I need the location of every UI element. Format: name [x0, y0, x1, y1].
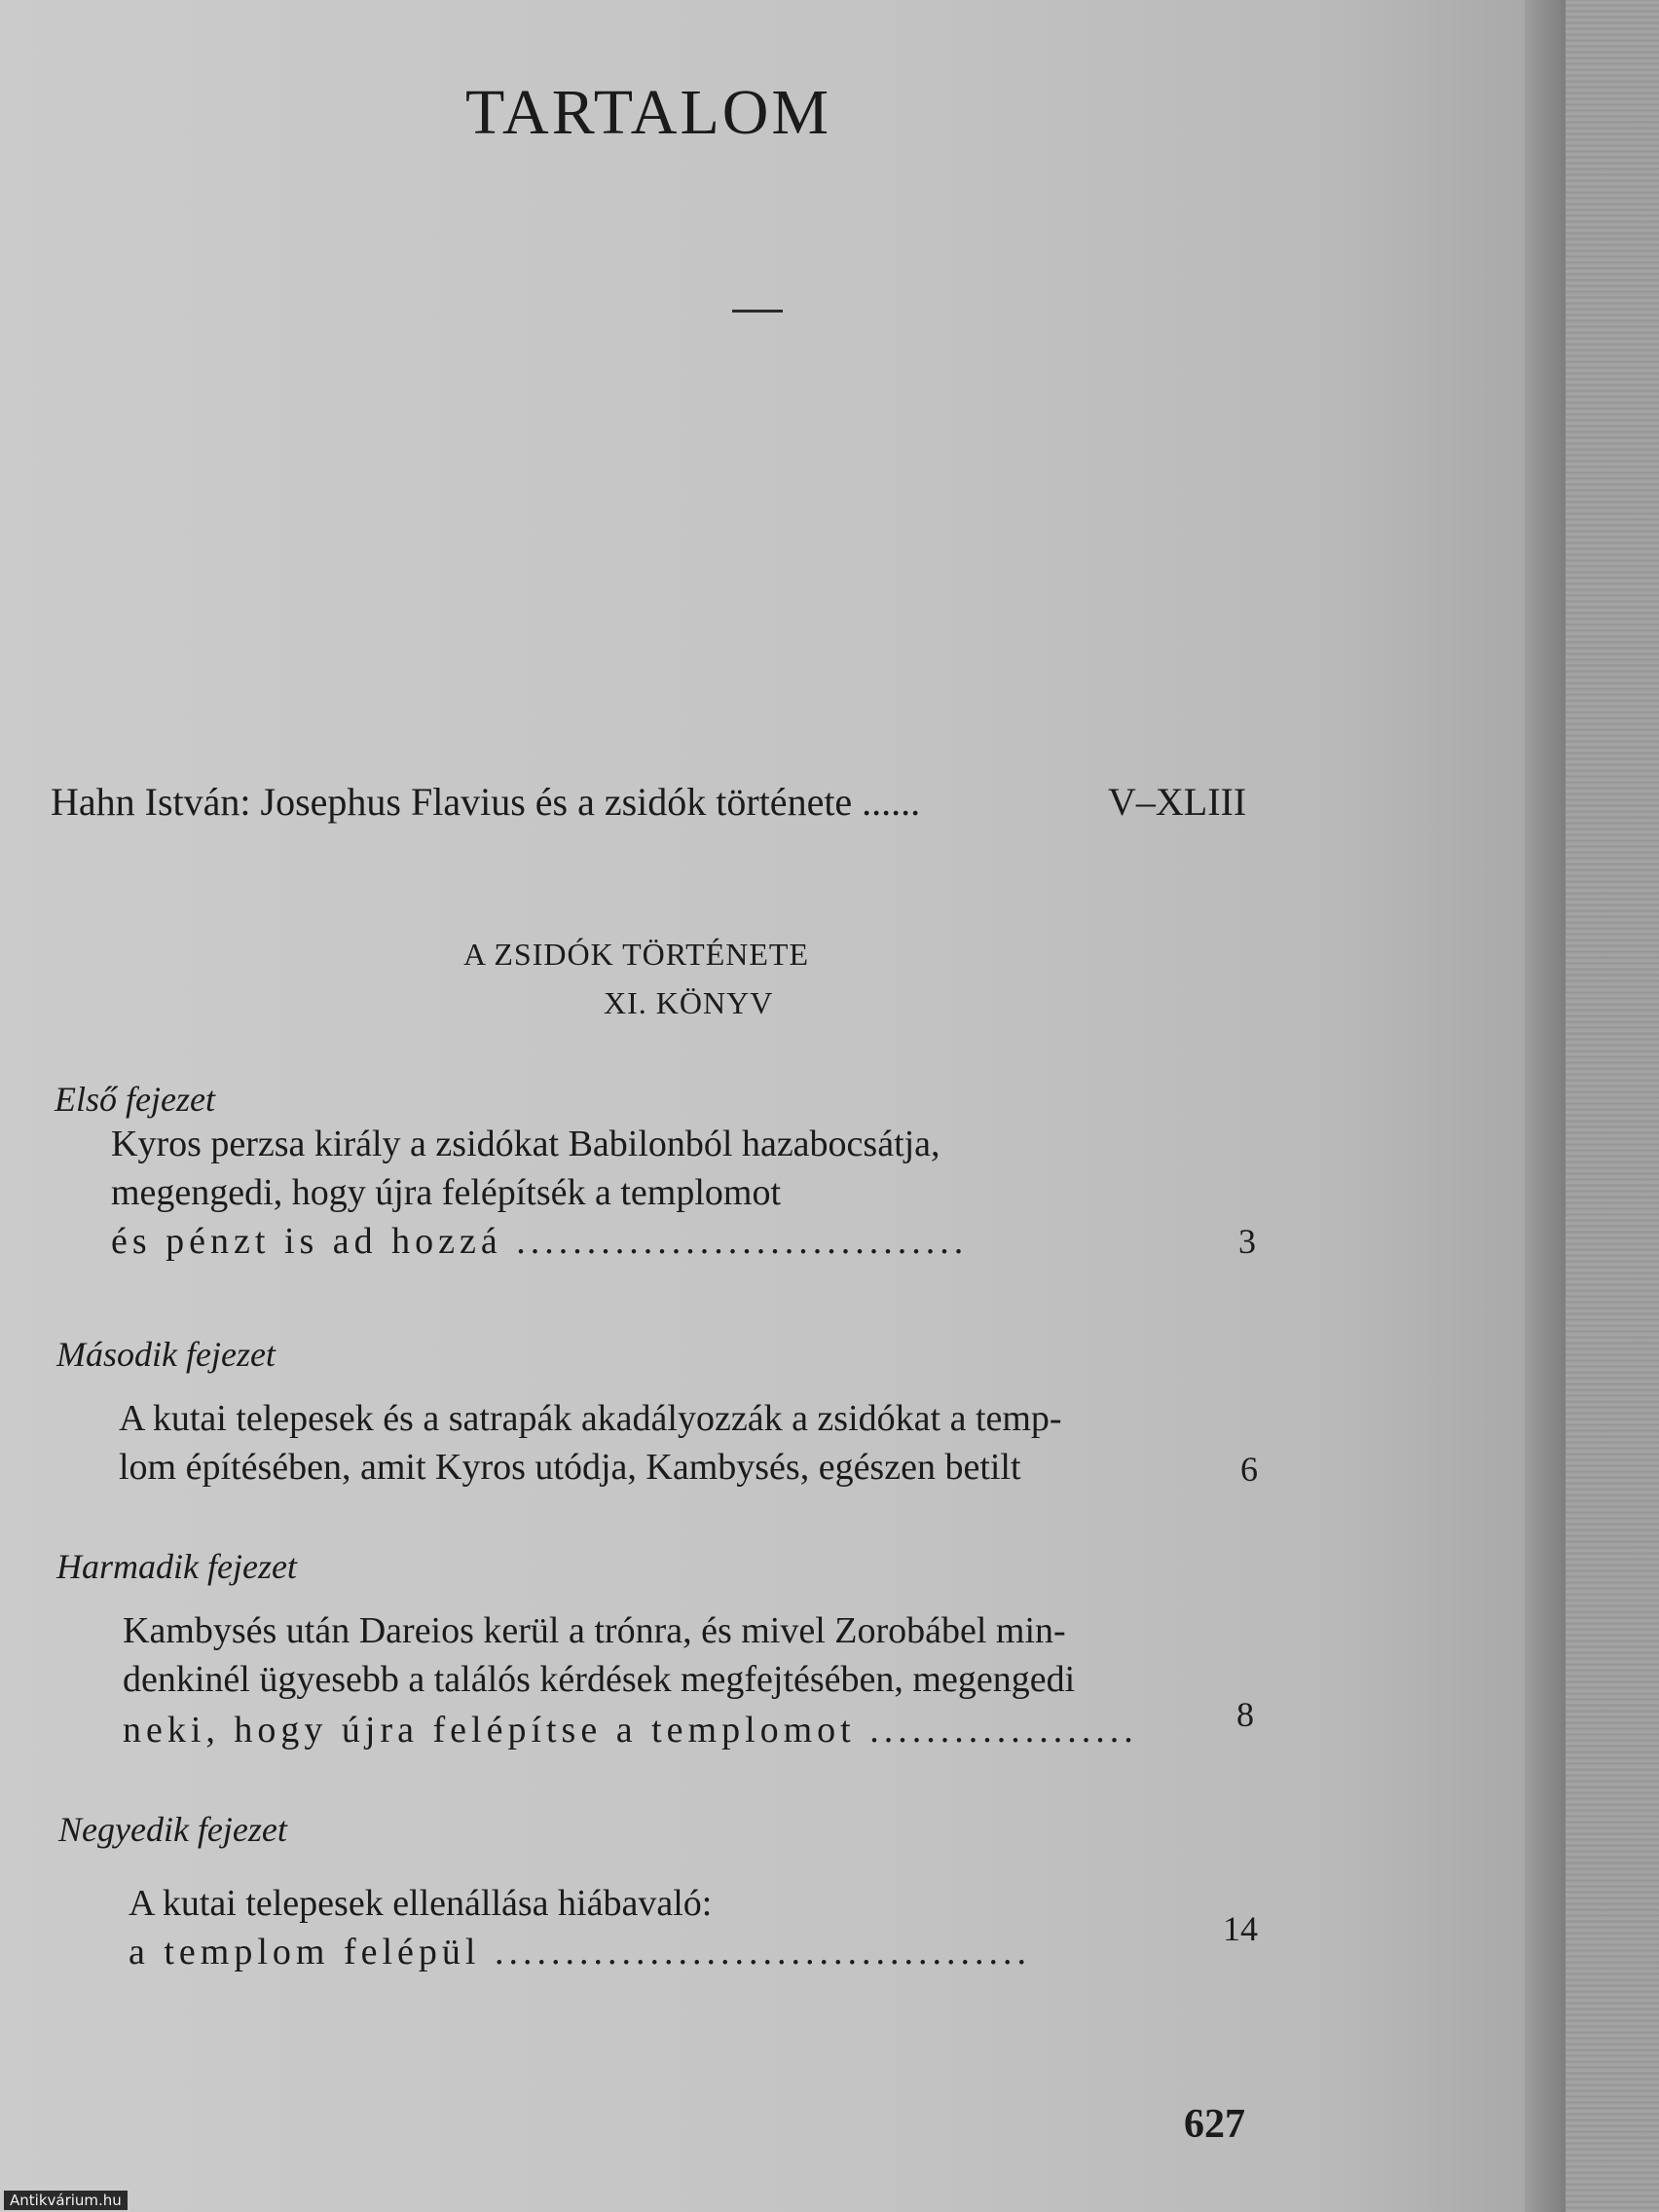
watermark-credit: Antikvárium.hu [4, 2191, 128, 2210]
chapter-heading: Negyedik fejezet [58, 1810, 287, 1849]
intro-page-range: V–XLIII [1108, 780, 1247, 824]
chapter-line: lom építésében, amit Kyros utódja, Kambysés, egészen betilt [119, 1447, 1021, 1488]
chapter-line: A kutai telepesek és a satrapák akadályozzák a zsidókat a temp- [119, 1398, 1062, 1439]
chapter-line: denkinél ügyesebb a találós kérdések megfejtésében, megengedi [123, 1659, 1076, 1700]
book-title: A ZSIDÓK TÖRTÉNETE [463, 937, 810, 972]
chapter-line: a templom felépül ...................................... [129, 1932, 1031, 1972]
chapter-line: neki, hogy újra felépítse a templomot ................... [123, 1710, 1138, 1751]
chapter-line: Kyros perzsa király a zsidókat Babilonból hazabocsátja, [111, 1124, 940, 1164]
chapter-heading: Második fejezet [56, 1335, 276, 1374]
page-folio: 627 [1184, 2102, 1245, 2147]
book-gutter [1525, 0, 1566, 2212]
chapter-line: A kutai telepesek ellenállása hiábavaló: [129, 1883, 713, 1924]
chapter-line: és pénzt is ad hozzá ................................ [111, 1221, 969, 1262]
chapter-page-number: 8 [1236, 1695, 1254, 1734]
page-title: TARTALOM [465, 77, 832, 148]
chapter-page-number: 6 [1240, 1450, 1258, 1489]
intro-entry: Hahn István: Josephus Flavius és a zsidók története ...... [51, 780, 921, 824]
divider-dash [732, 310, 783, 313]
chapter-heading: Első fejezet [55, 1080, 215, 1119]
book-number: XI. KÖNYV [604, 985, 774, 1020]
chapter-heading: Harmadik fejezet [56, 1547, 297, 1586]
book-cover-edge [1566, 0, 1659, 2212]
chapter-page-number: 14 [1223, 1909, 1258, 1948]
chapter-line: megengedi, hogy újra felépítsék a templomot [111, 1172, 782, 1213]
chapter-line: Kambysés után Dareios kerül a trónra, és mivel Zorobábel min- [123, 1610, 1066, 1651]
chapter-page-number: 3 [1238, 1222, 1256, 1261]
